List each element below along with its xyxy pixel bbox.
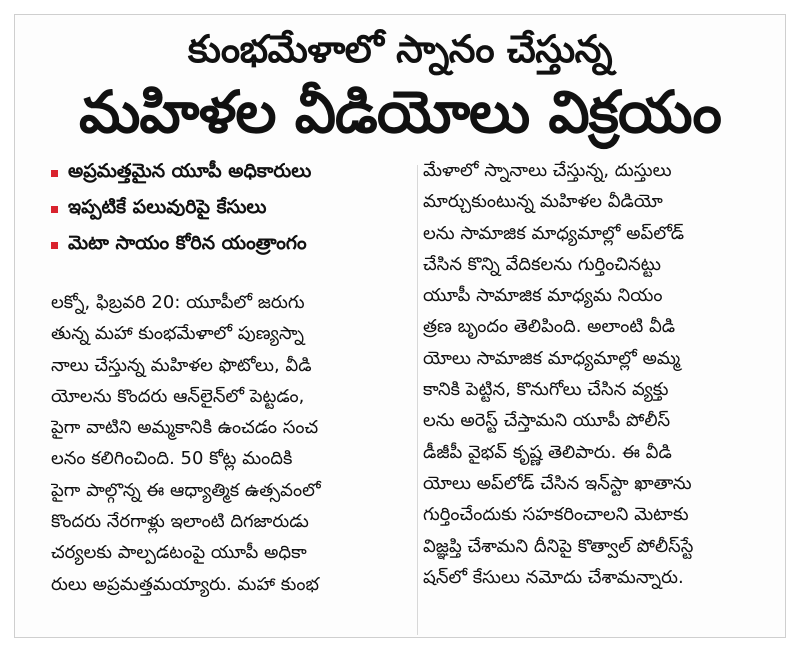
article-body-left <box>51 287 413 600</box>
text-line: డీజీపీ వైభవ్ కృష్ణ తెలిపారు. ఈ వీడి <box>423 441 672 463</box>
headline-line-2: మహిళల వీడియోలు విక్రయం <box>79 78 721 146</box>
bullet-text: మెటా సాయం కోరిన యంత్రాంగం <box>68 231 307 254</box>
square-bullet-icon <box>51 206 58 213</box>
text-line: రులు అప్రమత్తమయ్యారు. మహా కుంభ <box>51 573 320 595</box>
text-line: తున్న మహా కుంభమేళాలో పుణ్యస్నా <box>51 323 305 345</box>
square-bullet-icon <box>51 170 58 177</box>
text-line: కొందరు నేరగాళ్లు ఇలాంటి దిగజారుడు <box>51 511 309 533</box>
bullet-item <box>51 227 413 263</box>
bullet-list <box>51 155 413 263</box>
text-line: నాలు చేస్తున్న మహిళల ఫొటోలు, వీడి <box>51 354 312 376</box>
bullet-item <box>51 191 413 227</box>
text-line: లను సామాజిక మాధ్యమాల్లో అప్‌లోడ్ <box>423 222 685 244</box>
headline-line-1: కుంభమేళాలో స్నానం చేస్తున్న <box>187 27 613 71</box>
news-clipping <box>14 14 786 638</box>
left-column <box>51 155 413 600</box>
text-line: లక్నో, ఫిబ్రవరి 20: యూపీలో జరుగు <box>51 292 305 313</box>
text-line: యోలు అప్‌లోడ్ చేసిన ఇన్‌స్టా ఖాతాను <box>423 472 692 494</box>
text-line: యోలు సామాజిక మాధ్యమాల్లో అమ్మ <box>423 347 681 369</box>
text-line: యోలను కొందరు ఆన్‌లైన్‌లో పెట్టడం, <box>51 385 305 407</box>
text-line: మేళాలో స్నానాలు చేస్తున్న, దుస్తులు <box>423 160 672 181</box>
right-column <box>423 155 775 593</box>
text-line: చేసిన కొన్ని వేదికలను గుర్తించినట్టు <box>423 253 661 275</box>
text-line: గుర్తించేందుకు సహకరించాలని మెటాకు <box>423 504 689 526</box>
text-line: లనం కలిగించింది. 50 కోట్ల మందికి <box>51 448 293 470</box>
text-line: మార్చుకుంటున్న మహిళల వీడియో <box>423 191 663 213</box>
text-line: కానికి పెట్టిన, కొనుగోలు చేసిన వ్యక్తు <box>423 379 669 401</box>
square-bullet-icon <box>51 242 58 249</box>
text-line: యూపీ సామాజిక మాధ్యమ నియం <box>423 285 663 307</box>
text-line: త్రణ బృందం తెలిపింది. అలాంటి వీడి <box>423 316 676 338</box>
column-divider <box>417 165 418 635</box>
text-line: పైగా వాటిని అమ్మకానికి ఉంచడం సంచ <box>51 417 319 439</box>
text-line: పైగా పాల్గొన్న ఈ ఆధ్యాత్మిక ఉత్సవంలో <box>51 479 321 501</box>
text-line: లను అరెస్ట్ చేస్తామని యూపీ పోలీస్ <box>423 410 671 432</box>
text-line: విజ్ఞప్తి చేశామని దీనిపై కొత్వాల్ పోలీస్‌స్టే <box>423 535 694 557</box>
bullet-text: ఇప్పటికే పలువురిపై కేసులు <box>68 195 267 218</box>
text-line: చర్యలకు పాల్పడటంపై యూపీ అధికా <box>51 542 307 564</box>
text-line: షన్‌లో కేసులు నమోదు చేశామన్నారు. <box>423 566 684 588</box>
bullet-text: అప్రమత్తమైన యూపీ అధికారులు <box>68 159 312 182</box>
bullet-item <box>51 155 413 191</box>
